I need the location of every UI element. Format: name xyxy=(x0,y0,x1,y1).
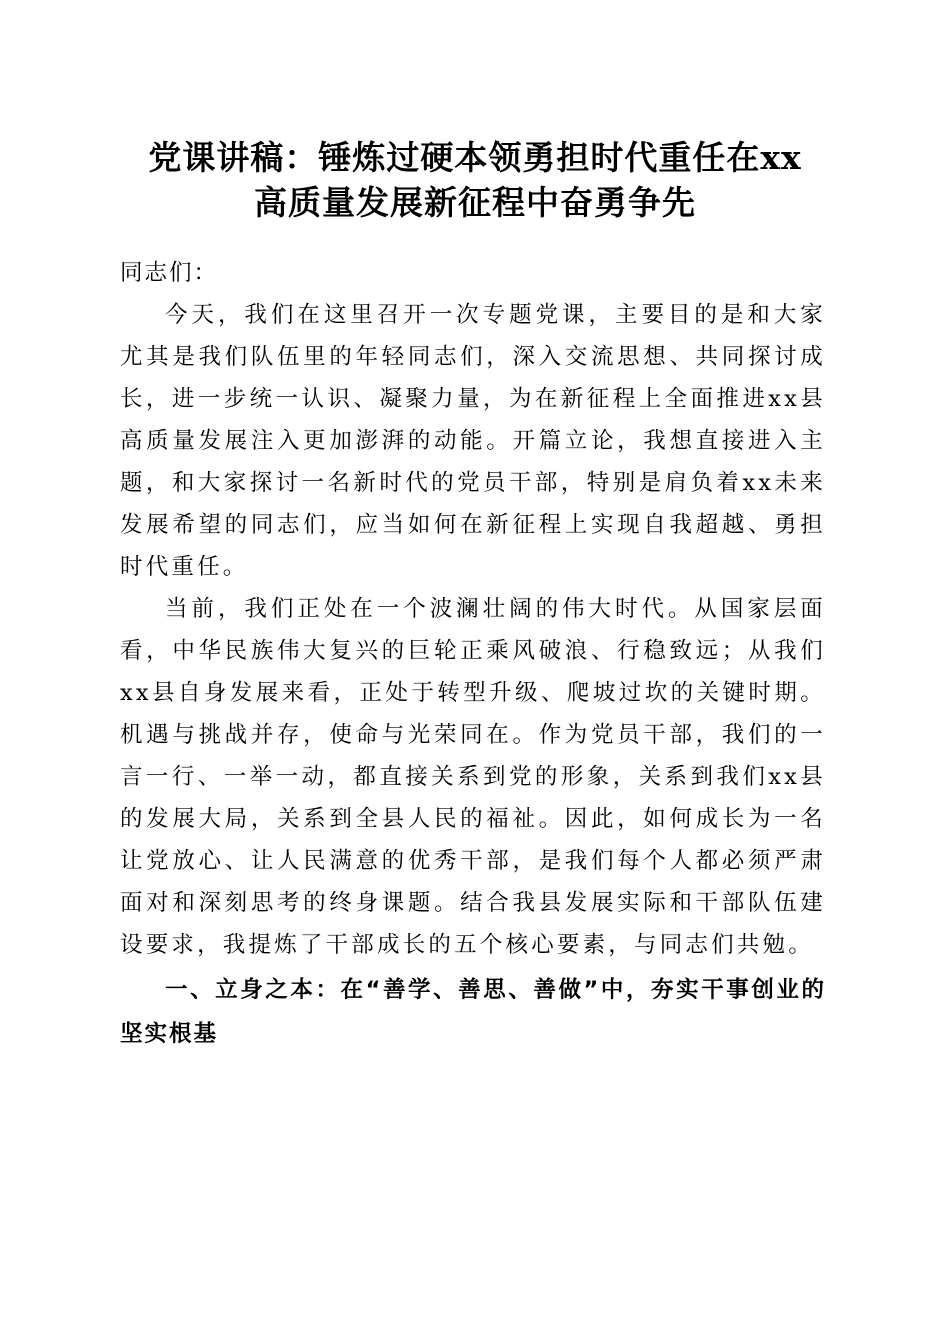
document-body xyxy=(120,252,826,1056)
title-line-2: 高质量发展新征程中奋勇争先 xyxy=(254,183,696,222)
title-line-1: 党课讲稿：锤炼过硬本领勇担时代重任在xx xyxy=(148,138,802,177)
paragraph-intro: 今天，我们在这里召开一次专题党课，主要目的是和大家尤其是我们队伍里的年轻同志们，深入交流思想、共同探讨成长，进一步统一认识、凝聚力量，为在新征程上全面推进xx县高质量发展注入更加澎湃的动能。开篇立论，我想直接进入主题，和大家探讨一名新时代的党员干部，特别是肩负着xx未来发展希望的同志们，应当如何在新征程上实现自我超越、勇担时代重任。 xyxy=(120,302,826,580)
document-title xyxy=(110,135,840,225)
salutation: 同志们： xyxy=(120,260,219,286)
paragraph-context: 当前，我们正处在一个波澜壮阔的伟大时代。从国家层面看，中华民族伟大复兴的巨轮正乘风破浪、行稳致远；从我们xx县自身发展来看，正处于转型升级、爬坡过坎的关键时期。机遇与挑战并存，使命与光荣同在。作为党员干部，我们的一言一行、一举一动，都直接关系到党的形象，关系到我们xx县的发展大局，关系到全县人民的福祉。因此，如何成长为一名让党放心、让人民满意的优秀干部，是我们每个人都必须严肃面对和深刻思考的终身课题。结合我县发展实际和干部队伍建设要求，我提炼了干部成长的五个核心要素，与同志们共勉。 xyxy=(120,596,826,958)
section-heading: 一、立身之本：在“善学、善思、善做”中，夯实干事创业的坚实根基 xyxy=(120,977,826,1047)
